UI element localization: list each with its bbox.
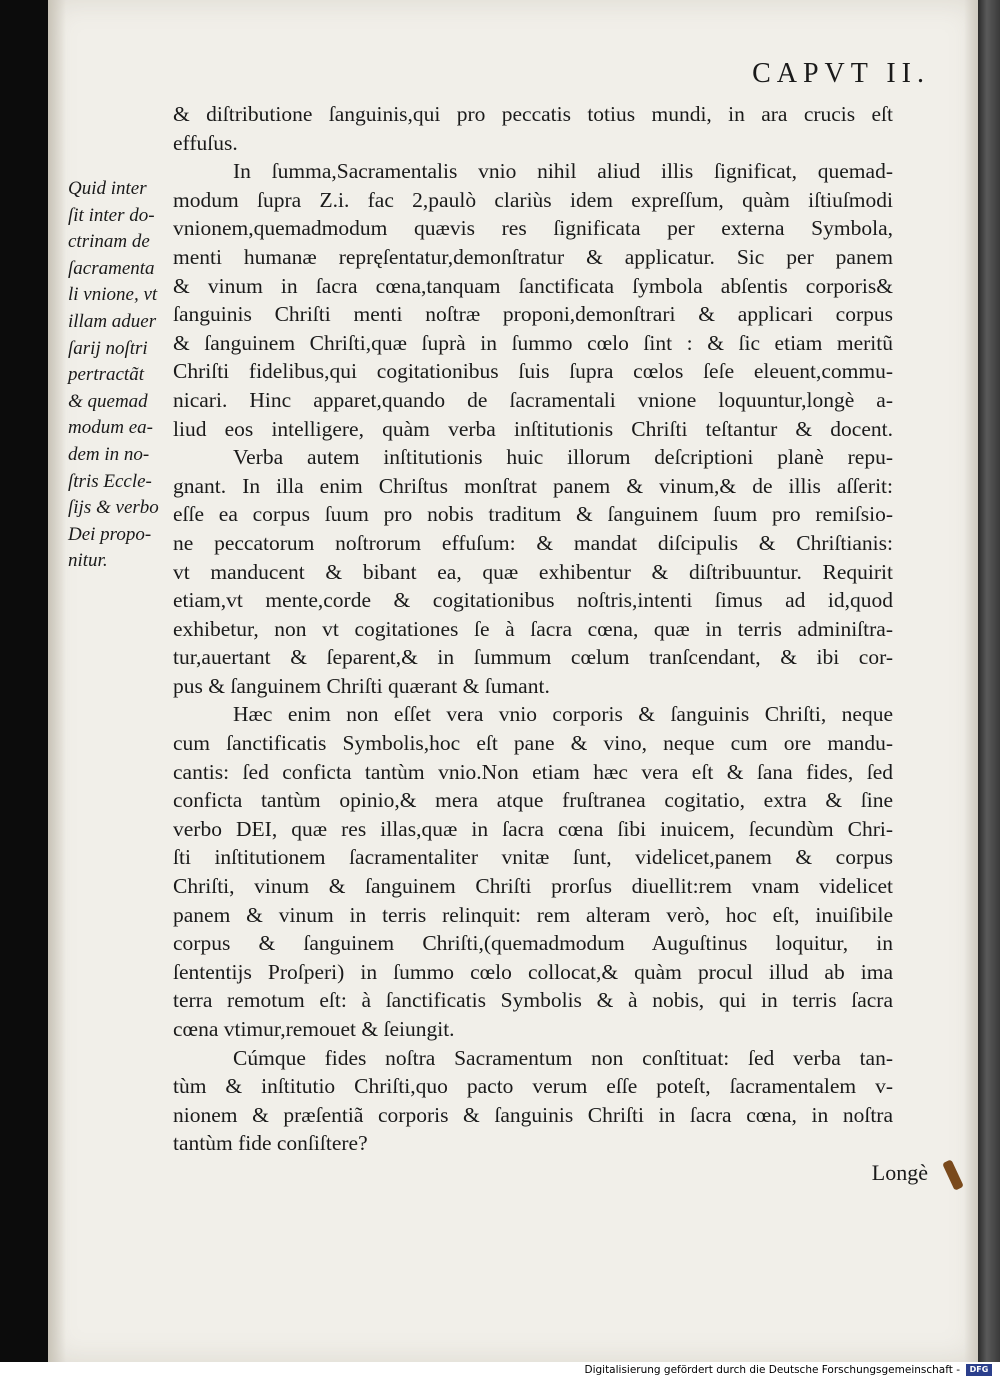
page-gutter-shadow bbox=[48, 0, 66, 1362]
margin-note-line: pertractãt bbox=[68, 364, 144, 386]
text-line: gnant. In illa enim Chriſtus monſtrat panem & vinum,& de illis aſſerit: bbox=[173, 473, 893, 498]
text-line: tantùm fide conſiſtere? bbox=[173, 1131, 368, 1156]
margin-note-line: dem in no- bbox=[68, 443, 150, 465]
margin-note-line: ſacramenta bbox=[68, 257, 155, 279]
margin-note-line: & quemad bbox=[68, 390, 148, 412]
text-line: eſſe ea corpus ſuum pro nobis traditum & ſanguinem ſuum pro remiſsio- bbox=[173, 502, 893, 527]
text-line: Cúmque fides noſtra Sacramentum non conſtituat: ſed verba tan- bbox=[233, 1045, 893, 1070]
text-line: & ſanguinem Chriſti,quæ ſuprà in ſummo cœlo ſint : & ſic etiam meritũ bbox=[173, 330, 893, 355]
margin-note-line: modum ea- bbox=[68, 417, 153, 439]
text-line: modum ſupra Z.i. fac 2,paulò clariùs idem expreſſum, quàm iſtiuſmodi bbox=[173, 187, 893, 212]
catchword: Longè bbox=[871, 1160, 928, 1185]
main-text bbox=[173, 100, 893, 1158]
text-line: nicari. Hinc apparet,quando de ſacramentali vnione loquuntur,longè a- bbox=[173, 387, 893, 412]
text-line: panem & vinum in terris relinquit: rem alteram verò, hoc eſt, inuiſibile bbox=[173, 902, 893, 927]
footer-bar bbox=[0, 1362, 1000, 1379]
margin-note-line: ſarij noſtri bbox=[68, 337, 148, 359]
text-line: ne peccatorum noſtrorum effuſum: & mandat diſcipulis & Chriſtianis: bbox=[173, 530, 893, 555]
text-line: Chriſti fidelibus,qui cogitationibus ſuis ſupra cœlos ſeſe eleuent,commu- bbox=[173, 359, 893, 384]
text-line: vnionem,quemadmodum quævis res ſignificata per externa Symbola, bbox=[173, 216, 893, 241]
text-line: cum ſanctificatis Symbolis,hoc eſt pane & vino, neque cum ore mandu- bbox=[173, 731, 893, 756]
text-line: pus & ſanguinem Chriſti quærant & ſumant. bbox=[173, 673, 550, 698]
margin-note-line: ſijs & verbo bbox=[68, 497, 159, 519]
text-line: tùm & inſtitutio Chriſti,quo pacto verum eſſe poteſt, ſacramentalem v- bbox=[173, 1074, 893, 1099]
text-line: terra remotum eſt: à ſanctificatis Symbolis & à nobis, qui in terris ſacra bbox=[173, 988, 893, 1013]
text-line: tur,auertant & ſeparent,& in ſummum cœlum tranſcendant, & ibi cor- bbox=[173, 645, 893, 670]
margin-note-line: ſit inter do- bbox=[68, 204, 155, 226]
page-edge-shadow bbox=[964, 0, 978, 1362]
text-line: Hæc enim non eſſet vera vnio corporis & ſanguinis Chriſti, neque bbox=[233, 702, 893, 727]
text-line: ſanguinis Chriſti menti noſtræ proponi,demonſtrari & applicari corpus bbox=[173, 302, 893, 327]
dfg-logo: DFG bbox=[966, 1364, 992, 1376]
margin-note-line: ſtris Eccle- bbox=[68, 470, 152, 492]
text-line: nionem & præſentiã corporis & ſanguinis Chriſti in ſacra cœna, in noſtra bbox=[173, 1102, 893, 1127]
text-line: & vinum in ſacra cœna,tanquam ſanctificata ſymbola abſentis corporis& bbox=[173, 273, 893, 298]
scan-background-strip bbox=[978, 0, 1000, 1362]
text-line: corpus & ſanguinem Chriſti,(quemadmodum Auguſtinus loquitur, in bbox=[173, 931, 893, 956]
margin-note bbox=[68, 176, 178, 575]
text-line: effuſus. bbox=[173, 130, 238, 155]
margin-note-line: nitur. bbox=[68, 550, 108, 572]
margin-note-line: li vnione, vt bbox=[68, 284, 158, 306]
text-line: In ſumma,Sacramentalis vnio nihil aliud illis ſignificat, quemad- bbox=[233, 159, 893, 184]
text-line: verbo DEI, quæ res illas,quæ in ſacra cœna ſibi inuicem, ſecundùm Chri- bbox=[173, 816, 893, 841]
margin-note-line: illam aduer bbox=[68, 310, 157, 332]
text-line: ſententijs Proſperi) in ſummo cœlo collocat,& quàm procul illud ab ima bbox=[173, 959, 893, 984]
text-line: Chriſti, vinum & ſanguinem Chriſti prorſus diuellit:rem vnam videlicet bbox=[173, 874, 893, 899]
text-line: cantis: ſed conficta tantùm vnio.Non etiam hæc vera eſt & ſana fides, ſed bbox=[173, 759, 893, 784]
text-line: vt manducent & bibant ea, quæ exhibentur & diſtribuuntur. Requirit bbox=[173, 559, 893, 584]
text-line: cœna vtimur,remouet & ſeiungit. bbox=[173, 1017, 455, 1041]
text-line: menti humanæ repręſentatur,demonſtratur & applicatur. Sic per panem bbox=[173, 244, 893, 269]
text-line: exhibetur, non vt cogitationes ſe à ſacra cœna, quæ in terris adminiſtra- bbox=[173, 616, 893, 641]
text-line: conficta tantùm opinio,& mera atque fruſtranea cogitatio, extra & ſine bbox=[173, 788, 893, 813]
running-head: CAPVT II. bbox=[752, 58, 930, 89]
text-line: ſti inſtitutionem ſacramentaliter vnitæ ſunt, videlicet,panem & corpus bbox=[173, 845, 893, 870]
footer-credit: Digitalisierung gefördert durch die Deutsche Forschungsgemeinschaft - bbox=[584, 1364, 960, 1376]
text-line: liud eos intelligere, quàm verba inſtitutionis Chriſti teſtantur & docent. bbox=[173, 416, 893, 441]
text-line: & diſtributione ſanguinis,qui pro peccatis totius mundi, in ara crucis eſt bbox=[173, 102, 893, 126]
margin-note-line: Dei propo- bbox=[68, 523, 152, 545]
text-line: Verba autem inſtitutionis huic illorum deſcriptioni planè repu- bbox=[233, 445, 893, 470]
text-line: etiam,vt mente,corde & cogitationibus noſtris,intenti ſimus ad id,quod bbox=[173, 588, 893, 613]
margin-note-line: ctrinam de bbox=[68, 231, 150, 253]
margin-note-line: Quid inter bbox=[68, 178, 147, 199]
